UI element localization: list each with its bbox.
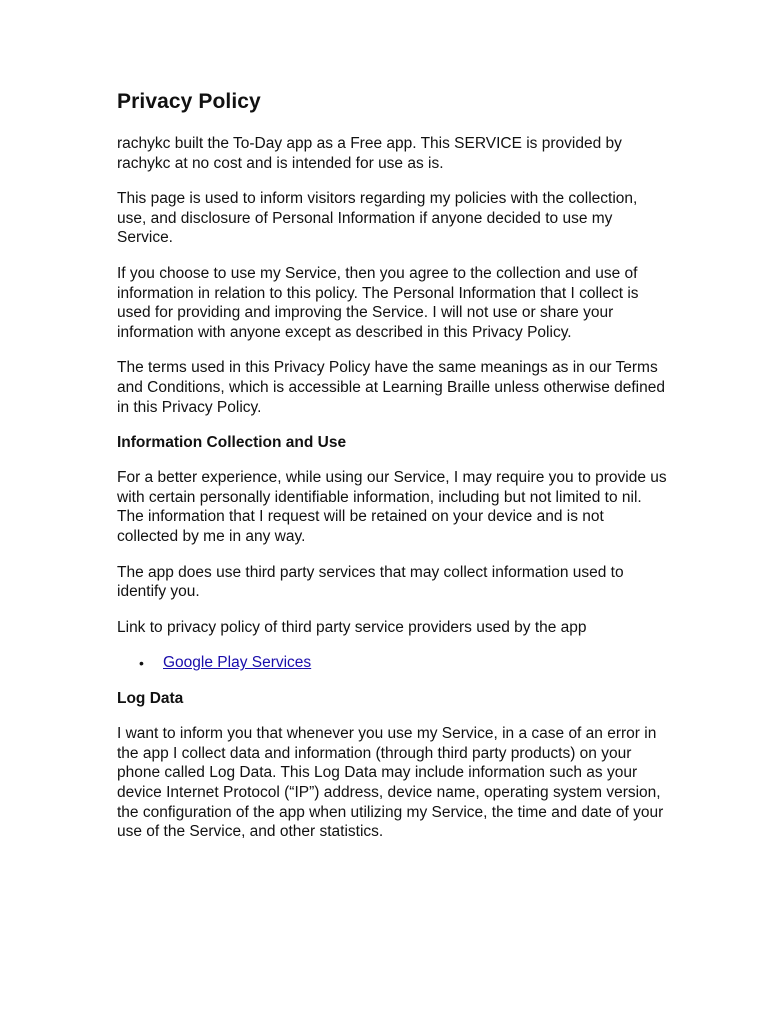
intro-paragraph-1: rachykc built the To-Day app as a Free app. This SERVICE is provided by rachykc at no cost and is intended for use as is. bbox=[117, 135, 622, 172]
intro-paragraph-2: This page is used to inform visitors regarding my policies with the collection, use, and disclosure of Personal Information if anyone decided to use my Service. bbox=[117, 190, 638, 247]
info-paragraph-1: For a better experience, while using our Service, I may require you to provide us with certain personally identifiable information, including but not limited to nil. The information that I request will be retained on your device and is not collected by me in any way. bbox=[117, 469, 667, 545]
intro-paragraph-3: If you choose to use my Service, then you agree to the collection and use of information in relation to this policy. The Personal Information that I collect is used for providing and improving the Service. I will not use or share your information with anyone except as described in this Privacy Policy. bbox=[117, 264, 639, 341]
intro-paragraph-4: The terms used in this Privacy Policy have the same meanings as in our Terms and Conditions, which is accessible at Learning Braille unless otherwise defined in this Privacy Policy. bbox=[117, 359, 665, 416]
section-heading-log-data: Log Data bbox=[117, 690, 184, 708]
info-paragraph-3: Link to privacy policy of third party service providers used by the app bbox=[117, 618, 587, 636]
list-item bbox=[139, 653, 668, 673]
page-title: Privacy Policy bbox=[117, 90, 261, 113]
info-paragraph-2: The app does use third party services that may collect information used to identify you. bbox=[117, 563, 624, 601]
section-heading-information-collection: Information Collection and Use bbox=[117, 434, 347, 452]
google-play-services-link[interactable]: Google Play Services bbox=[163, 654, 312, 672]
third-party-links-list bbox=[117, 653, 668, 673]
bullet-icon: • bbox=[139, 655, 144, 672]
log-paragraph-1: I want to inform you that whenever you use my Service, in a case of an error in the app I collect data and information (through third party products) on your phone called Log Data. This Log Data may include information such as your device Internet Protocol (“IP”) address, device name, operating system version, the configuration of the app when utilizing my Service, the time and date of your use of the Service, and other statistics. bbox=[117, 725, 664, 841]
